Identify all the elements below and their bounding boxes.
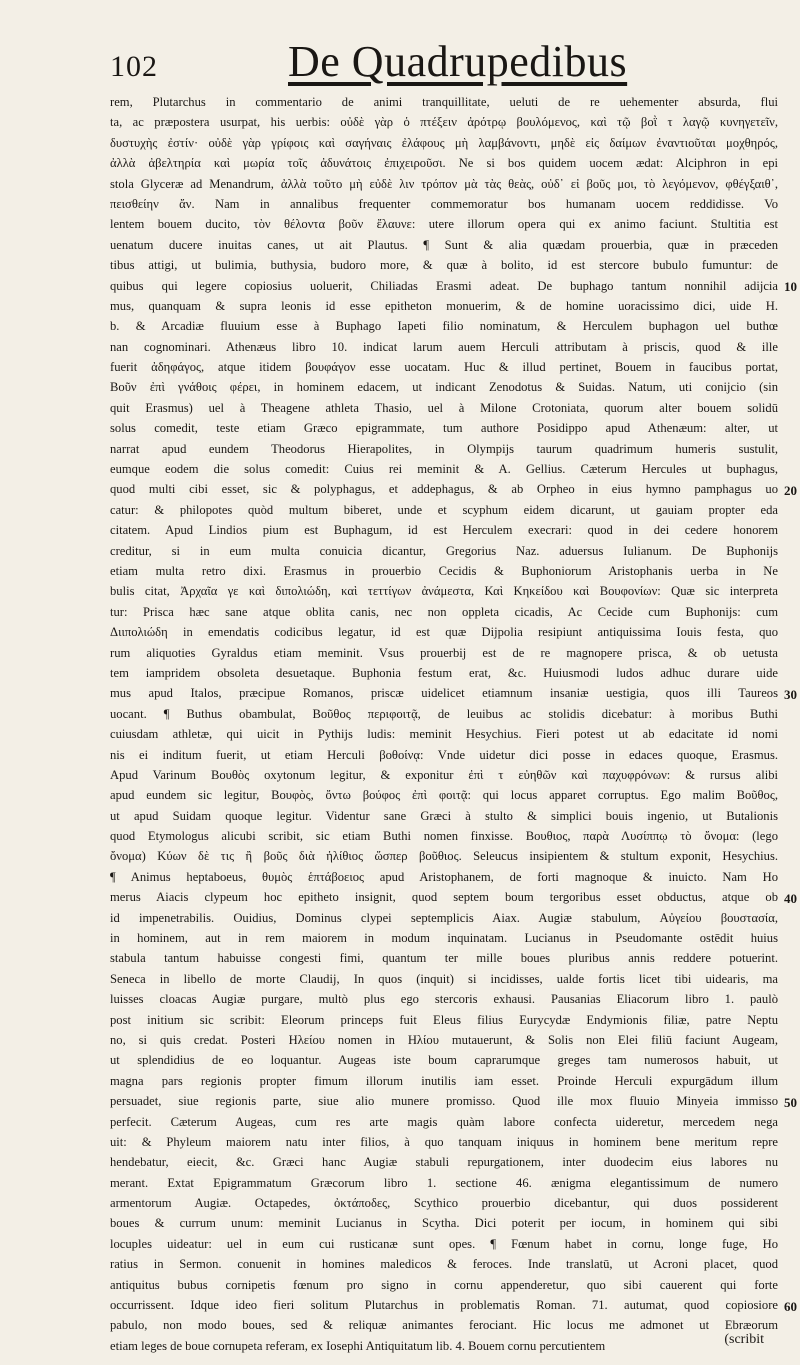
text-line: b. & Arcadiæ fluuium esse à Buphago Iapeti filio nominatum, & Herculem buphagon uel buthœ [110, 319, 778, 334]
page-number: 102 [110, 50, 158, 83]
text-line: stola Glyceræ ad Menandrum, ἀλλὰ τοῦτο μὴ εὐδὲ λιν τρόπον μὰ τὰς θεὰς, οὐδ᾽ εἰ βοῦς μοι, τὸ λεγόμενον, φθέγξαιθ᾽, [110, 176, 778, 191]
text-line: πεισθείην ἄν. Nam in annalibus frequenter commemoratur bos humanam uocem reddidisse. Vo [110, 196, 778, 211]
text-line: ut splendidius de eo loquantur. Augeas iste boum caprarumque greges tam numerosos habuit, ut [110, 1053, 778, 1068]
text-line: in hominem, aut in rem maiorem in modum inquinatam. Lucianus in Pseudomante ostēdit huius [110, 931, 778, 946]
text-line: cuiusdam athletæ, qui uicit in Pythijs ludis: meminit Hesychius. Fieri potest ut ab edacitate id nomi [110, 727, 778, 742]
text-line: quod Etymologus alicubi scribit, sic etiam Buthi nomen finxisse. Βουθιος, παρὰ Λυσίππῳ τὸ ὄνομα: (lego [110, 829, 778, 844]
text-line: no, si quis credat. Posteri Ηλείου nomen in Ηλίου mutauerunt, & Solis non Elei filiū faciunt Augeam, [110, 1032, 778, 1047]
text-line: Διιπολιώδη in emendatis codicibus legatur, id est quæ Dijpolia resipiunt antiquissima Iouis festa, quo [110, 625, 778, 640]
text-line: eumque eodem die solus comedit: Cuius rei meminit & A. Gellius. Cæterum Hercules ut buphagus, [110, 462, 778, 477]
text-line: nis ei inditum fuerit, ut etiam Herculi βοθοίνᾳ: Vnde uidetur dici posse in edaces quoque, Erasmus. [110, 747, 778, 762]
text-line: rem, Plutarchus in commentario de animi tranquillitate, ueluti de re uehementer absurda, flui [110, 95, 778, 109]
text-line: quod multi cibi esset, sic & polyphagus, et addephagus, & ab Orpheo in eius hymno pamphagus uo [110, 482, 778, 497]
margin-line-number: 50 [784, 1094, 797, 1110]
margin-line-number: 60 [784, 1298, 797, 1314]
text-line: apud eundem sic legitur, Βουφὸς, ὄντω βούφος ἐπὶ φοιτᾷ: qui locus apparet corruptus. Ego malim Βοῦθος, [110, 788, 778, 803]
text-line: Βοῦν ἐπὶ γνάθοις φέρει, in hominem edacem, ut indicant Zenodotus & Suidas. Natum, uti conijcio (sin [110, 380, 778, 395]
text-line: tur: Prisca hæc sane atque oblita canis, nec non oppleta cicadis, Ac Cecide cum Buphonijs: cum [110, 604, 778, 619]
text-line: Apud Varinum Βουθὸς oxytonum legitur, & exponitur ἐπὶ τ εὐηθῶν καὶ παχυφρόνων: & rursus alibi [110, 767, 778, 782]
text-line: creditur, si in eum multa conuicia dicantur, Gregorius Naz. aduersus Iulianum. De Buphonijs [110, 543, 778, 558]
text-line: rum aliquoties Gyraldus etiam meminit. Vsus prouerbij est de re magnopere prisca, & ob uetusta [110, 645, 778, 660]
body-text-column [110, 92, 778, 1356]
margin-line-number: 10 [784, 278, 797, 294]
text-line: fuerit ἀδηφάγος, atque itidem βουφάγον esse uocatam. Huc & illud pertinet, Bouem in faucibus portat, [110, 360, 778, 375]
text-line: luisses cloacas Augiæ purgare, multò plus ego stercoris exhausi. Pausanias Eliacorum libro 1. paulò [110, 992, 778, 1007]
text-line: ἀλλὰ ἀβελτηρία καὶ μωρία τοῖς ἀδυνάτοις ἐπιχειροῦσι. Ne si bos quidem uocem ædat: Alciphron in epi [110, 156, 778, 171]
text-line: δυστυχὴς ἐστίν· οὐδὲ γὰρ γρίφοις καὶ σαγήναις ἐλάφους μὴ λαμβάνοντι, μηδὲ εἰς δαίμων ἐναντιοῦται μοχθηρός, [110, 135, 778, 150]
text-line: tibus attigi, ut bulimia, buthysia, budoro more, & quæ à bolito, id est stercore bubulo fumuntur: de [110, 258, 778, 273]
text-line: narrat apud eundem Theodorus Hierapolites, in Olympijs taurum quadrimum humeris sustulit, [110, 441, 778, 456]
text-line: stabula tantum habuisse congesti fimi, quantum ter mille boues pluribus annis reddere potuerint. [110, 951, 778, 966]
text-line: locuples uideatur: uel in eum cui rusticanæ sunt opes. ¶ Fœnum habet in cornu, longe fuge, Ho [110, 1236, 778, 1251]
text-line: tem iampridem obsoleta desuetaque. Buphonia festum erat, &c. Huiusmodi ludos adhuc durare uide [110, 665, 778, 680]
text-line: etiam multa retro dixi. Erasmus in prouerbio Cecidis & Buphoniorum Aristophanis uerba in Ne [110, 563, 778, 578]
text-line: uocant. ¶ Buthus obambulat, Βοῦθος περιφοιτᾷ, de leuibus ac stolidis dicebatur: à moribus Buthi [110, 706, 778, 721]
text-line: antiquitus bubus cornipetis fœnum pro signo in cornu appenderetur, quo sibi cauerent qui forte [110, 1277, 778, 1292]
margin-line-number: 40 [784, 890, 797, 906]
text-line: ὄνομα) Κύων δὲ τις ἢ βοῦς διὰ ἡλίθιος ὥσπερ βοῦθιος. Seleucus insipientem & stultum exponit, Hesychius. [110, 849, 778, 864]
text-line: perfecit. Cæterum Augeas, cum res arte magis quàm labore confecta uideretur, mercedem nega [110, 1114, 778, 1129]
text-line: Seneca in libello de morte Claudij, In quos (inquit) si incidisses, ualde fortis licet tibi uidearis, ma [110, 971, 778, 986]
text-line: merus Aiacis clypeum hoc epitheto insignit, quod septem boum tergoribus esset obductus, atque ob [110, 890, 778, 905]
text-line: armentorum Augiæ. Octapedes, ὀκτάποδες, Scythico prouerbio dicebantur, qui duos possiderent [110, 1196, 778, 1211]
running-title-text: De Quadrupedibus [288, 37, 628, 86]
text-line: bulis citat, Ἀρχαῖα γε καὶ διπολιώδη, καὶ τεττίγων ἀνάμεστα, Καὶ Κηκείδου καὶ Βουφονίων: Quæ sic interpreta [110, 584, 778, 599]
page-header [110, 36, 770, 94]
text-line: ratius in Sermon. conuenit in homines maledicos & feroces. Inde translatū, ut Acroni placet, quod [110, 1257, 778, 1272]
text-line: uenatum ducere inuitas canes, ut ait Plautus. ¶ Sunt & alia quædam prouerbia, quæ in præceden [110, 237, 778, 252]
text-line: id impenetrabilis. Ouidius, Dominus clypei septemplicis Aiax. Augiæ stabulum, Αὐγείου βουστασία, [110, 910, 778, 925]
text-line: boues & currum unum: meminit Lucianus in Scytha. Dici poterit per iocum, in hominem qui sibi [110, 1216, 778, 1231]
margin-line-number: 20 [784, 482, 797, 498]
text-line: ta, ac præpostera usurpat, his uerbis: οὐδὲ γὰρ ὁ πτέξειν ἀρότρῳ βουλόμενος, καὶ τῷ βοῒ τ λαγῷ κυνηγετεῖν, [110, 115, 778, 130]
text-line: quibus qui legere copiosius uoluerit, Chiliadas Erasmi adeat. De buphago tantum nonnihil adijcia [110, 278, 778, 293]
running-title [288, 36, 627, 87]
text-line: catur: & philopotes quòd multum biberet, unde et scyphum eidem dicarunt, ut gauiam propter eda [110, 502, 778, 517]
text-line: hendebatur, eiecit, &c. Græci hanc Augiæ stabuli repurgationem, inter duodecim eius labores nu [110, 1155, 778, 1170]
text-line: persuadet, siue regionis parte, siue alio munere promisso. Quod ille mox fluuio Minyeia immisso [110, 1094, 778, 1109]
text-line: pabulo, non modo boues, sed & reliquæ animantes ferociant. Hic locus me admonet ut Ebræorum [110, 1318, 778, 1333]
text-line: occurrissent. Idque ideo fieri solitum Plutarchus in problematis Roman. 71. autumat, quod copiosiore [110, 1298, 778, 1313]
text-line: mus, quanquam & supra leonis id esse epitheton monuerim, & de homine uoracissimo dici, uide H. [110, 298, 778, 313]
margin-line-number: 30 [784, 686, 797, 702]
text-line: ¶ Animus heptaboeus, θυμὸς ἑπτάβοειος apud Aristophanem, de forti magnoque & inuicto. Nam Ho [110, 869, 778, 884]
text-line: quit Erasmus) uel à Theagene athleta Thasio, uel à Milone Crotoniata, quorum alter bouem solidū [110, 400, 778, 415]
text-line: citatem. Apud Lindios pium est Buphagum, id est Herculem execrari: quod in dei cedere honorem [110, 523, 778, 538]
text-line: ut apud Suidam quoque legitur. Videntur sane Græci à stulto & simplici bouis ingenio, ut Butalionis [110, 808, 778, 823]
text-line: nan cognominari. Athenæus libro 10. indicat larum auem Herculi attributam à priscis, quod & ille [110, 339, 778, 354]
text-line: magna pars regionis propter fimum illorum inutilis iam esset. Proinde Herculi expurgādum illum [110, 1073, 778, 1088]
text-line: merant. Extat Epigrammatum Græcorum libro 1. sectione 46. ænigma elegantissimum de numero [110, 1175, 778, 1190]
text-line: lentem bouem ducito, τὸν θέλοντα βοῦν ἔλαυνε: utere illorum opera qui ex animo faciunt. Stultitia est [110, 217, 778, 232]
text-line: etiam leges de boue cornupeta referam, ex Iosephi Antiquitatum lib. 4. Bouem cornu percutientem [110, 1338, 606, 1353]
catchword: (scribit [724, 1332, 764, 1347]
text-line: post initium sic scribit: Eleorum princeps fuit Eleus filius Eurycydæ Endymionis filiæ, patre Neptu [110, 1012, 778, 1027]
text-line: solus comedit, teste etiam Græco epigrammate, tum authore Posidippo apud Athenæum: alter, ut [110, 421, 778, 436]
text-line: uit: & Phyleum maiorem natu inter filios, à quo tanquam iniquus in hominem bene meritum repre [110, 1134, 778, 1149]
text-line: mus apud Italos, præcipue Romanos, priscæ uidelicet etiamnum insaniæ uestigia, quos illi Taureos [110, 686, 778, 701]
